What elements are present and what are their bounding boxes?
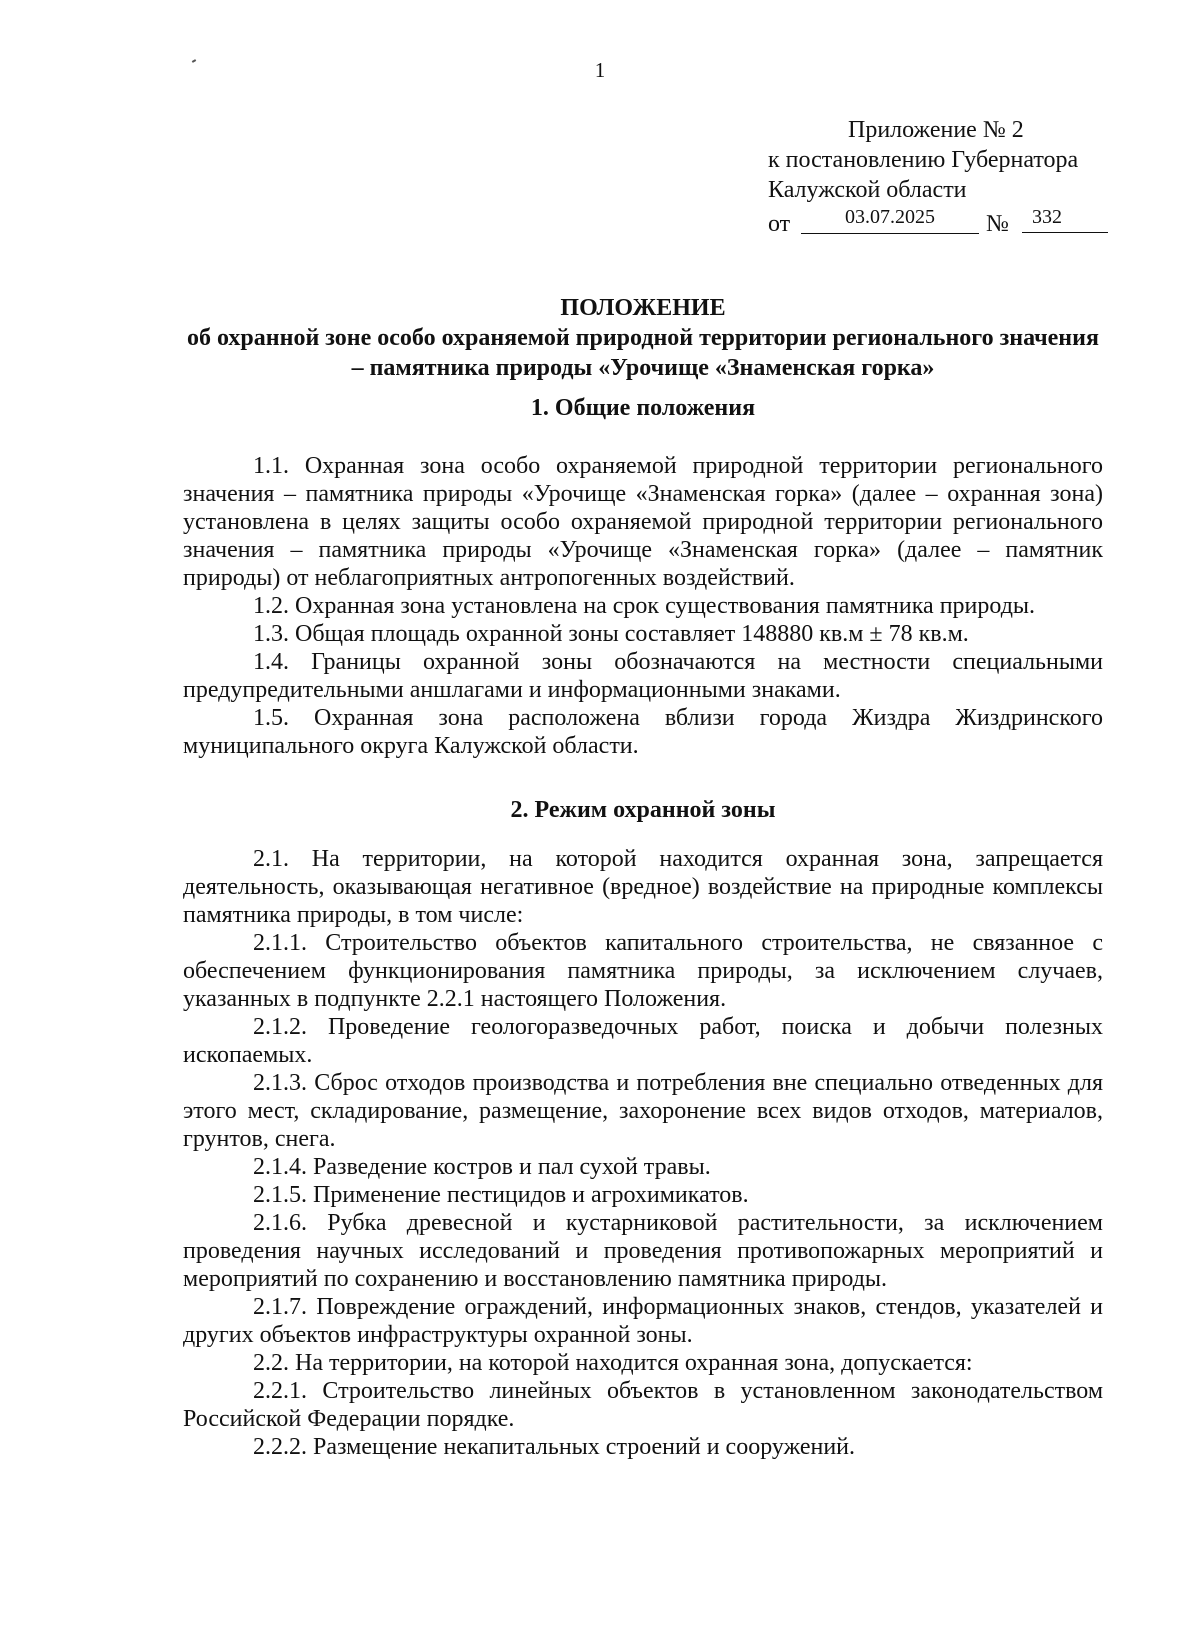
appendix-resolution: к постановлению Губернатора	[768, 147, 1079, 173]
paragraph-1-2: 1.2. Охранная зона установлена на срок существования памятника природы.	[253, 593, 1036, 619]
paragraph-1-4: 1.4. Границы охранной зоны обозначаются на местности специальными предупредительными аншлагами и информационными знаками.	[183, 649, 1103, 703]
appendix-block	[768, 115, 1108, 239]
paragraph-2-1: 2.1. На территории, на которой находится охранная зона, запрещается деятельность, оказывающая негативное (вредное) воздействие на природные комплексы памятника природы, в том числе:	[183, 846, 1103, 928]
resolution-date: 03.07.2025	[801, 205, 979, 234]
paragraph-2-1-2: 2.1.2. Проведение геологоразведочных работ, поиска и добычи полезных ископаемых.	[183, 1014, 1103, 1068]
paragraph-2-2-2: 2.2.2. Размещение некапитальных строений и сооружений.	[253, 1434, 856, 1460]
number-sign: №	[986, 211, 1009, 237]
date-prefix: от	[768, 211, 791, 237]
resolution-number: 332	[1022, 205, 1108, 233]
paragraph-2-1-7: 2.1.7. Повреждение ограждений, информационных знаков, стендов, указателей и других объектов инфраструктуры охранной зоны.	[183, 1294, 1103, 1348]
paragraph-2-1-5: 2.1.5. Применение пестицидов и агрохимикатов.	[253, 1182, 749, 1208]
section-1-heading: 1. Общие положения	[530, 395, 756, 421]
section-2-body	[183, 845, 1103, 1461]
section-2-heading: 2. Режим охранной зоны	[510, 797, 776, 823]
paragraph-2-1-3: 2.1.3. Сброс отходов производства и потребления вне специально отведенных для этого мест, складирование, размещение, захоронение всех видов отходов, материалов, грунтов, снега.	[183, 1070, 1103, 1152]
paragraph-2-2-1: 2.2.1. Строительство линейных объектов в установленном законодательством Российской Федерации порядке.	[183, 1378, 1103, 1432]
document-title	[183, 293, 1103, 383]
paragraph-1-3: 1.3. Общая площадь охранной зоны составляет 148880 кв.м ± 78 кв.м.	[253, 621, 969, 647]
title-subheading: об охранной зоне особо охраняемой природной территории регионального значения – памятника природы «Урочище «Знаменская горка»	[187, 325, 1099, 381]
paragraph-2-1-4: 2.1.4. Разведение костров и пал сухой травы.	[253, 1154, 711, 1180]
paragraph-1-1: 1.1. Охранная зона особо охраняемой природной территории регионального значения – памятника природы «Урочище «Знаменская горка» (далее – охранная зона) установлена в целях защиты особо охраняемой природной территории регионального значения – памятника природы «Урочище «Знаменская горка» (далее – памятник природы) от неблагоприятных антропогенных воздействий.	[183, 453, 1103, 591]
section-1-body	[183, 452, 1103, 760]
paragraph-1-5: 1.5. Охранная зона расположена вблизи города Жиздра Жиздринского муниципального округа Калужской области.	[183, 705, 1103, 759]
title-heading: ПОЛОЖЕНИЕ	[560, 295, 726, 321]
paragraph-2-1-6: 2.1.6. Рубка древесной и кустарниковой растительности, за исключением проведения научных исследований и проведения противопожарных мероприятий и мероприятий по сохранению и восстановлению памятника природы.	[183, 1210, 1103, 1292]
appendix-date-row	[768, 205, 1108, 239]
paragraph-2-2: 2.2. На территории, на которой находится охранная зона, допускается:	[253, 1350, 973, 1376]
page-number: 1	[594, 58, 606, 82]
appendix-region: Калужской области	[768, 177, 967, 203]
appendix-number: Приложение № 2	[848, 117, 1024, 143]
paragraph-2-1-1: 2.1.1. Строительство объектов капитального строительства, не связанное с обеспечением функционирования памятника природы, за исключением случаев, указанных в подпункте 2.2.1 настоящего Положения.	[183, 930, 1103, 1012]
